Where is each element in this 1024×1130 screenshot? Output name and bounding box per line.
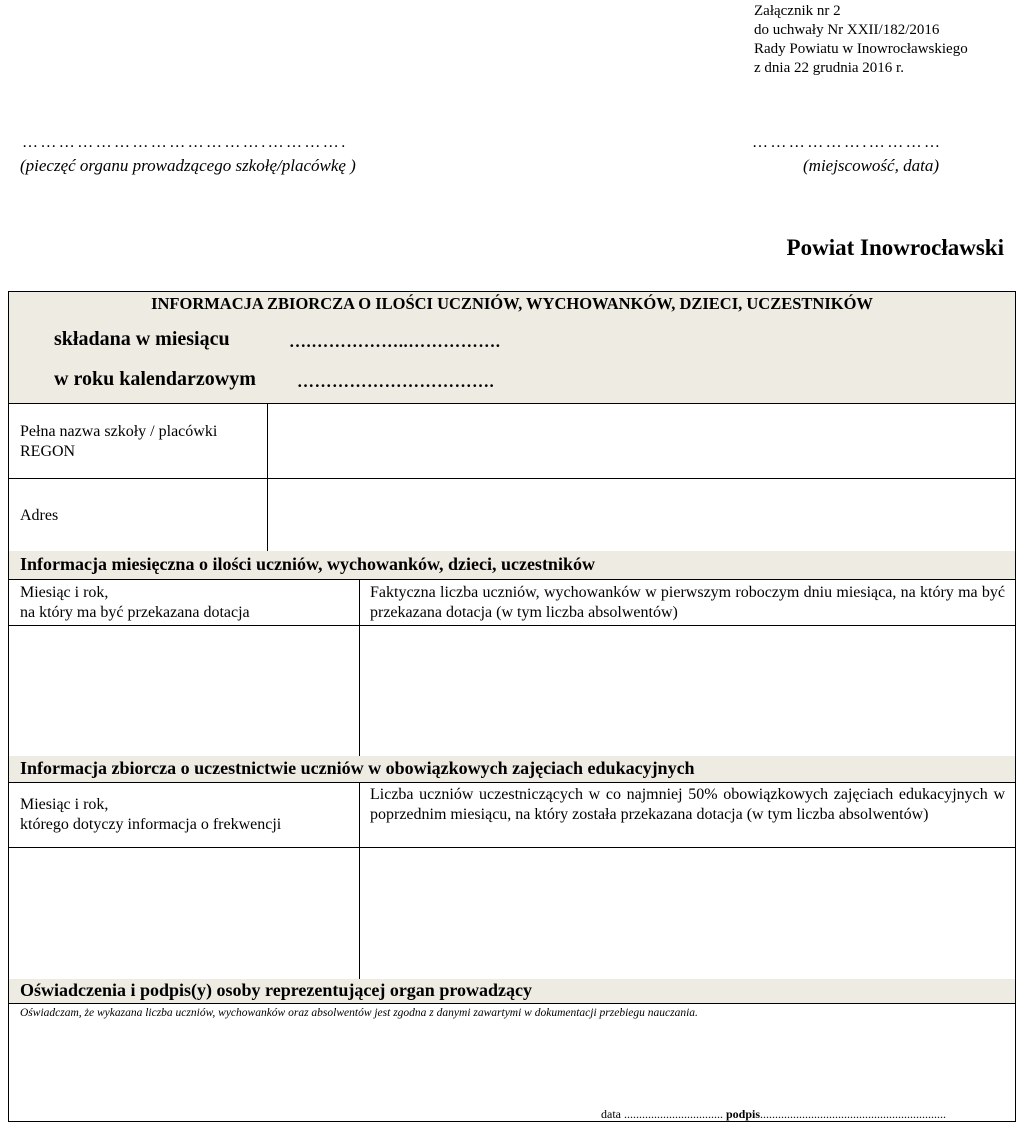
divider xyxy=(359,782,360,979)
section2-col1-line-2: którego dotyczy informacja o frekwencji xyxy=(20,816,282,833)
signature-input[interactable]: .............................................................. xyxy=(760,1107,947,1121)
school-name-label xyxy=(20,422,217,462)
section1-col1-line-1: Miesiąc i rok, xyxy=(20,584,109,601)
section2-col1-line-1: Miesiąc i rok, xyxy=(20,796,109,813)
school-name-label-line-1: Pełna nazwa szkoły / placówki xyxy=(20,423,218,440)
section1-count-input[interactable] xyxy=(360,626,1015,756)
stamp-dots: ………………………………….…………. xyxy=(22,134,348,151)
annex-note xyxy=(754,2,968,78)
section2-count-input[interactable] xyxy=(360,848,1015,978)
school-name-input[interactable] xyxy=(268,404,1015,478)
annex-line-2: do uchwały Nr XXII/182/2016 xyxy=(754,22,940,38)
section3-header xyxy=(9,979,1015,1003)
place-dots: ……………….………… xyxy=(752,134,943,151)
section2-col2-label: Liczba uczniów uczestniczących w co najmniej 50% obowiązkowych zajęciach edukacyjnych w poprzednim miesiącu, na który została przekazana dotacja (w tym liczba absolwentów) xyxy=(370,786,1005,823)
stamp-caption: (pieczęć organu prowadzącego szkołę/placówkę ) xyxy=(20,156,356,175)
section2-col1-label xyxy=(20,795,281,835)
date-signature-line xyxy=(601,1107,946,1122)
signature-label: podpis xyxy=(726,1107,761,1121)
section1-col1-label xyxy=(20,583,250,623)
section1-header xyxy=(9,551,1015,579)
divider xyxy=(9,782,1015,783)
form-heading-block xyxy=(9,292,1015,403)
annex-line-3: Rady Powiatu w Inowrocławskiego xyxy=(754,41,968,57)
address-input[interactable] xyxy=(268,479,1015,550)
section3-title: Oświadczenia i podpis(y) osoby reprezentującej organ prowadzący xyxy=(20,980,532,1000)
school-name-label-line-2: REGON xyxy=(20,443,76,460)
year-input[interactable]: ……………………………. xyxy=(297,372,495,391)
annex-line-1: Załącznik nr 2 xyxy=(754,3,841,19)
date-label: data xyxy=(601,1107,621,1121)
county-title: Powiat Inowrocławski xyxy=(786,235,1004,260)
section2-month-input[interactable] xyxy=(9,848,359,978)
address-label: Adres xyxy=(20,507,59,524)
divider xyxy=(9,579,1015,580)
divider xyxy=(9,1003,1015,1004)
section1-col1-line-2: na który ma być przekazana dotacja xyxy=(20,604,250,621)
place-caption: (miejscowość, data) xyxy=(803,156,939,175)
section2-header xyxy=(9,756,1015,782)
section2-title: Informacja zbiorcza o uczestnictwie uczniów w obowiązkowych zajęciach edukacyjnych xyxy=(20,758,695,778)
statement-text: Oświadczam, że wykazana liczba uczniów, wychowanków oraz absolwentów jest zgodna z danymi zawartymi w dokumentacji przebiegu nauczania. xyxy=(20,1007,698,1019)
section1-title: Informacja miesięczna o ilości uczniów, wychowanków, dzieci, uczestników xyxy=(20,554,595,574)
section1-col2-label: Faktyczna liczba uczniów, wychowanków w pierwszym roboczym dniu miesiąca, na który ma być przekazana dotacja (w tym liczba absolwentów) xyxy=(370,584,1005,621)
month-label: składana w miesiącu xyxy=(54,328,230,350)
annex-line-4: z dnia 22 grudnia 2016 r. xyxy=(754,60,904,76)
month-input[interactable]: ….……………..……………. xyxy=(289,332,501,351)
divider xyxy=(359,579,360,756)
date-input[interactable]: ................................. xyxy=(624,1107,723,1121)
report-form xyxy=(8,291,1016,1122)
year-label: w roku kalendarzowym xyxy=(54,368,256,390)
section1-month-input[interactable] xyxy=(9,626,359,756)
form-heading: INFORMACJA ZBIORCZA O ILOŚCI UCZNIÓW, WYCHOWANKÓW, DZIECI, UCZESTNIKÓW xyxy=(151,294,873,313)
